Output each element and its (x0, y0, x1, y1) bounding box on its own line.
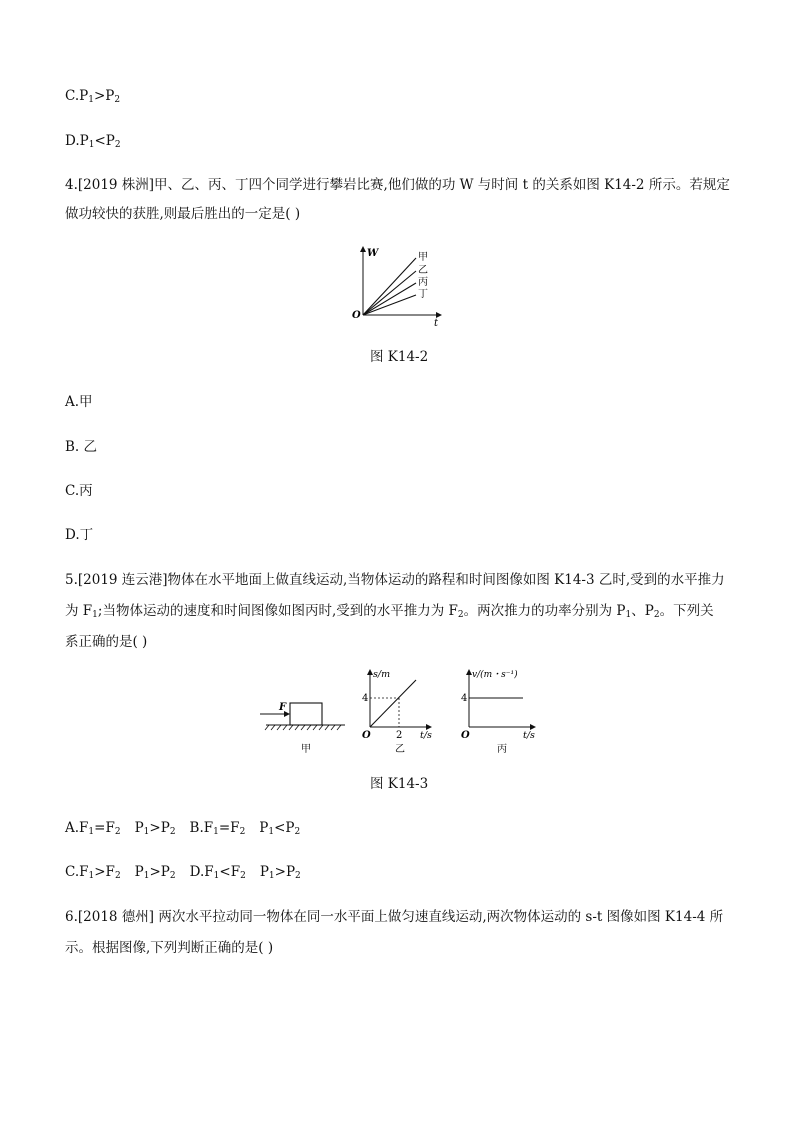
label-bing: 丙 (418, 277, 428, 288)
yi-line (370, 680, 416, 727)
origin-label: O (352, 310, 361, 321)
question-5-line-3: 系正确的是( ) (65, 634, 148, 650)
panel-yi-label: 乙 (395, 744, 405, 755)
question-4-line-2: 做功较快的获胜,则最后胜出的一定是( ) (65, 206, 301, 222)
option-d-q4: D.丁 (65, 527, 94, 543)
line-yi (363, 271, 416, 315)
question-5-line-1: 5.[2019 连云港]物体在水平地面上做直线运动,当物体运动的路程和时间图像如图 K14-3 乙时,受到的水平推力 (65, 572, 725, 588)
option-b-q4: B. 乙 (65, 439, 98, 455)
question-4-line-1: 4.[2019 株洲]甲、乙、丙、丁四个同学进行攀岩比赛,他们做的功 W 与时间 t 的关系如图 K14-2 所示。若规定 (65, 177, 730, 193)
option-d-prev: $D.P_1<P_2$ (65, 133, 121, 150)
force-label: F (279, 702, 287, 713)
x-axis-label: t (434, 318, 439, 329)
question-6-line-1: 6.[2018 德州] 两次水平拉动同一物体在同一水平面上做匀速直线运动,两次物体运动的 s-t 图像如图 K14-4 所 (65, 909, 724, 925)
bing-x-label: t/s (523, 730, 535, 741)
yi-x-label: t/s (420, 730, 432, 741)
block (290, 703, 322, 725)
label-yi: 乙 (418, 265, 428, 276)
option-a-q4: A.甲 (65, 394, 93, 410)
bing-origin: O (461, 730, 470, 741)
bing-y-tick: 4 (461, 693, 468, 704)
yi-origin: O (362, 730, 371, 741)
panel-jia-label: 甲 (301, 744, 311, 755)
yi-y-tick: 4 (362, 693, 369, 704)
panel-yi (362, 669, 432, 755)
question-5-line-2: 为 $F_1$;当物体运动的速度和时间图像如图丙时,受到的水平推力为 $F_2$。两次推力的功率分别为 $P_1$、$P_2$。下列关 (65, 603, 714, 620)
options-row-ab-q5: $A.F_1=F_2$ $P_1>P_2$ $B.F_1=F_2$ $P_1<P_2$ (65, 820, 301, 837)
option-c-prev: $C.P_1>P_2$ (65, 88, 121, 105)
figure-k14-2 (348, 244, 448, 330)
figure-caption-k14-3: 图 K14-3 (370, 776, 429, 792)
panel-bing (461, 669, 535, 755)
yi-x-tick: 2 (396, 730, 403, 741)
line-jia (363, 258, 416, 315)
figure-k14-3 (255, 664, 545, 760)
figure-caption-k14-2: 图 K14-2 (370, 349, 429, 365)
options-row-cd-q5: $C.F_1>F_2$ $P_1>P_2$ $D.F_1<F_2$ $P_1>P_2$ (65, 864, 301, 881)
line-bing (363, 283, 416, 315)
ground-hatch (265, 725, 341, 730)
option-c-q4: C.丙 (65, 483, 93, 499)
label-jia: 甲 (418, 252, 428, 263)
yi-y-label: s/m (373, 669, 391, 680)
label-ding: 丁 (418, 289, 428, 300)
bing-y-label: v/(m・s⁻¹) (472, 670, 518, 680)
line-ding (363, 295, 416, 315)
y-axis-label: W (367, 248, 379, 259)
question-6-line-2: 示。根据图像,下列判断正确的是( ) (65, 940, 274, 956)
panel-bing-label: 丙 (497, 744, 507, 755)
panel-jia (260, 702, 345, 755)
